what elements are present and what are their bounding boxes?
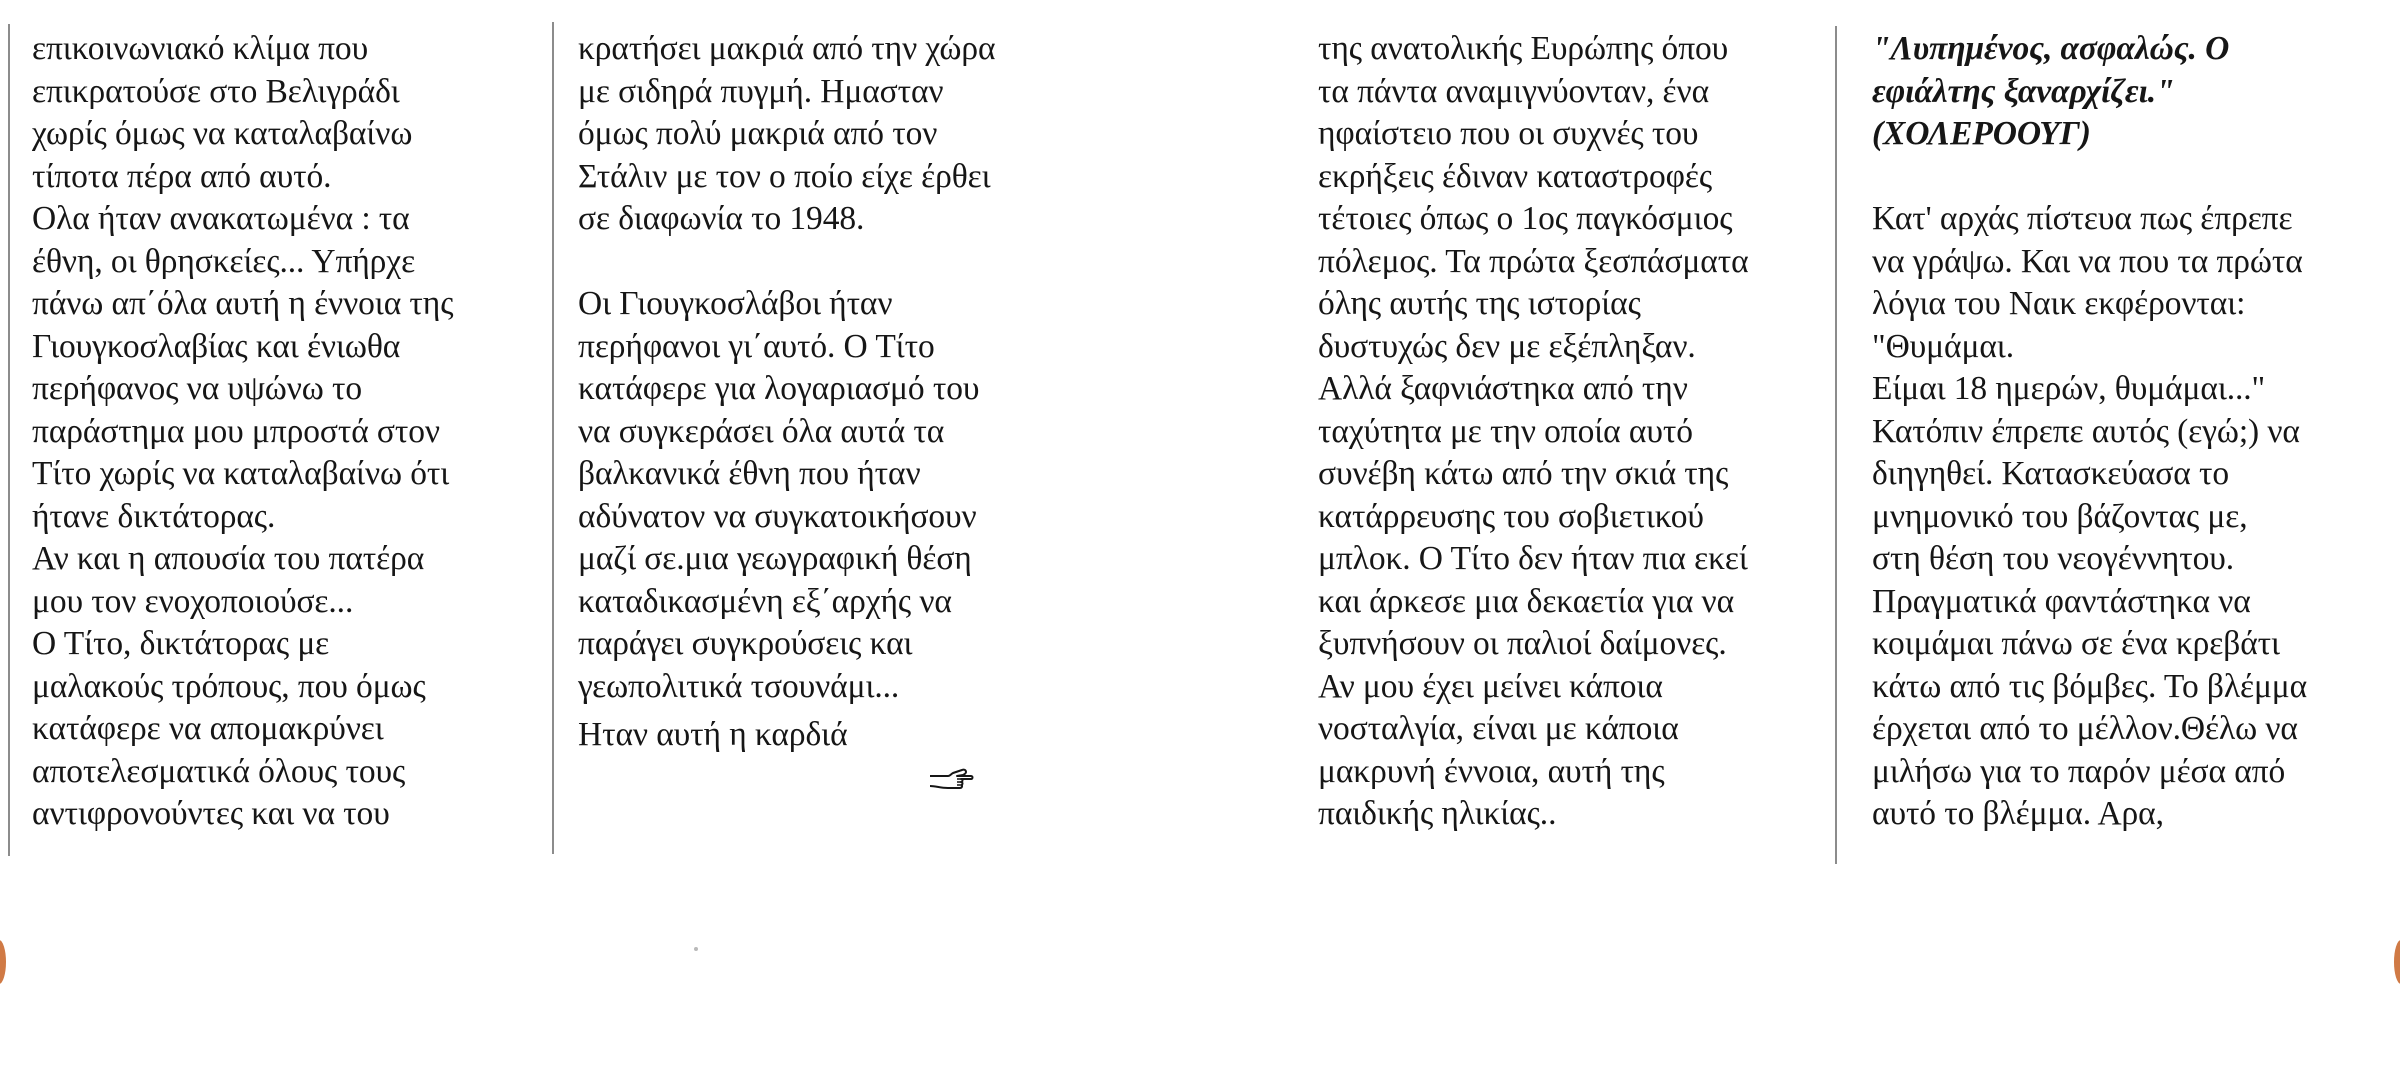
text-line: αποτελεσματικά όλους τους <box>32 752 406 790</box>
text-line: συνέβη κάτω από την σκιά της <box>1318 455 1729 492</box>
text-line: κατάφερε να απομακρύνει <box>32 710 384 747</box>
column-rule-1 <box>552 22 554 854</box>
text-line: δυστυχώς δεν με εξέπληξαν. <box>1318 327 1696 365</box>
text-line: όμως πολύ μακριά από τον <box>578 115 938 152</box>
text-line: να συγκεράσει όλα αυτά τα <box>578 412 945 450</box>
text-line: Κατ' αρχάς πίστευα πως έπρεπε <box>1872 200 2293 237</box>
text-line: τίποτα πέρα από αυτό. <box>32 157 332 195</box>
text-line: "Θυμάμαι. <box>1872 327 2014 365</box>
text-line: Αν και η απουσία του πατέρα <box>32 540 425 577</box>
column-2-part-1 <box>578 28 995 241</box>
text-line: κατάφερε για λογαριασμό του <box>578 370 980 407</box>
column-4-heading <box>1872 28 2307 156</box>
pointing-hand-icon <box>928 764 974 794</box>
text-line: πάνω απ΄όλα αυτή η έννοια της <box>32 285 454 322</box>
text-line: περήφανος να υψώνω το <box>32 370 363 407</box>
text-line: λόγια του Ναικ εκφέρονται: <box>1872 285 2246 322</box>
text-line: ταχύτητα με την οποία αυτό <box>1318 412 1693 450</box>
right-page <box>1200 0 2400 1084</box>
text-line: Είμαι 18 ημερών, θυμάμαι..." <box>1872 370 2266 407</box>
text-line: μαζί σε.μια γεωγραφική θέση <box>578 540 972 577</box>
text-line: Πραγματικά φαντάστηκα να <box>1872 582 2251 620</box>
text-line: μαλακούς τρόπους, που όμως <box>32 667 426 705</box>
column-2 <box>578 28 995 757</box>
text-line: παράστημα μου μπροστά στον <box>32 412 440 450</box>
text-line: χωρίς όμως να καταλαβαίνω <box>32 115 413 152</box>
heading-line: εφιάλτης ξαναρχίζει." <box>1872 72 2175 110</box>
text-line: παράγει συγκρούσεις και <box>578 625 913 662</box>
text-line: επικοινωνιακό κλίμα που <box>32 30 369 67</box>
text-line: μακρυνή έννοια, αυτή της <box>1318 752 1665 790</box>
text-line: εκρήξεις έδιναν καταστροφές <box>1318 157 1713 195</box>
text-line: ηφαίστειο που οι συχνές του <box>1318 115 1699 152</box>
column-rule-left-edge <box>8 24 10 856</box>
column-4-body <box>1872 198 2307 836</box>
text-line: παιδικής ηλικίας.. <box>1318 795 1557 832</box>
text-line: Ο Τίτο, δικτάτορας με <box>32 625 330 662</box>
paper-speck <box>694 947 698 951</box>
text-line: ξυπνήσουν οι παλιοί δαίμονες. <box>1318 625 1727 662</box>
text-line: διηγηθεί. Κατασκεύασα το <box>1872 455 2229 492</box>
text-line: καταδικασμένη εξ΄αρχής να <box>578 582 952 620</box>
column-2-last-line: Ηταν αυτή η καρδιά <box>578 716 848 753</box>
text-line: πόλεμος. Τα πρώτα ξεσπάσματα <box>1318 242 1749 280</box>
column-3 <box>1318 28 1749 836</box>
text-line: έρχεται από το μέλλον.Θέλω να <box>1872 710 2298 747</box>
text-line: Ολα ήταν ανακατωμένα : τα <box>32 200 410 237</box>
text-line: με σιδηρά πυγμή. Ημασταν <box>578 72 944 110</box>
column-2-part-2 <box>578 283 995 708</box>
column-4 <box>1872 28 2307 836</box>
text-line: Αν μου έχει μείνει κάποια <box>1318 667 1663 705</box>
text-line: τέτοιες όπως ο 1ος παγκόσμιος <box>1318 200 1733 237</box>
text-line: ήτανε δικτάτορας. <box>32 497 276 535</box>
text-line: βαλκανικά έθνη που ήταν <box>578 455 921 492</box>
page-edge-mark-left <box>0 940 6 984</box>
text-line: Κατόπιν έπρεπε αυτός (εγώ;) να <box>1872 412 2300 450</box>
text-line: Τίτο χωρίς να καταλαβαίνω ότι <box>32 455 450 492</box>
paragraph-gap <box>1872 156 2307 199</box>
column-rule-2 <box>1835 26 1837 864</box>
text-line: αυτό το βλέμμα. Αρα, <box>1872 795 2164 832</box>
paragraph-gap <box>578 241 995 284</box>
text-line: να γράψω. Και να που τα πρώτα <box>1872 242 2303 280</box>
text-line: γεωπολιτικά τσουνάμι... <box>578 667 900 705</box>
column-1 <box>32 28 453 836</box>
text-line: νοσταλγία, είναι με κάποια <box>1318 710 1679 747</box>
text-line: μνημονικό του βάζοντας με, <box>1872 497 2248 535</box>
text-line: κοιμάμαι πάνω σε ένα κρεβάτι <box>1872 625 2280 662</box>
text-line: αντιφρονούντες και να του <box>32 795 390 832</box>
text-line: όλης αυτής της ιστορίας <box>1318 285 1641 322</box>
text-line: αδύνατον να συγκατοικήσουν <box>578 497 977 535</box>
text-line: έθνη, οι θρησκείες... Υπήρχε <box>32 242 416 280</box>
text-line: επικρατούσε στο Βελιγράδι <box>32 72 400 110</box>
text-line: και άρκεσε μια δεκαετία για να <box>1318 582 1735 620</box>
text-line: Στάλιν με τον ο ποίο είχε έρθει <box>578 157 991 195</box>
text-line: της ανατολικής Ευρώπης όπου <box>1318 30 1729 67</box>
heading-line: "Λυπημένος, ασφαλώς. Ο <box>1872 30 2230 67</box>
page-edge-mark-right <box>2394 940 2400 984</box>
text-line: μπλοκ. Ο Τίτο δεν ήταν πια εκεί <box>1318 540 1748 577</box>
text-line: Αλλά ξαφνιάστηκα από την <box>1318 370 1688 407</box>
text-line: Οι Γιουγκοσλάβοι ήταν <box>578 285 893 322</box>
text-line: περήφανοι γι΄αυτό. Ο Τίτο <box>578 327 935 365</box>
text-line: κρατήσει μακριά από την χώρα <box>578 30 996 67</box>
text-line: μου τον ενοχοποιούσε... <box>32 582 354 620</box>
text-line: σε διαφωνία το 1948. <box>578 200 865 237</box>
text-line: μιλήσω για το παρόν μέσα από <box>1872 752 2286 790</box>
text-line: τα πάντα αναμιγνύονταν, ένα <box>1318 72 1710 110</box>
text-line: Γιουγκοσλαβίας και ένιωθα <box>32 327 401 365</box>
text-line: στη θέση του νεογέννητου. <box>1872 540 2234 577</box>
heading-line: (ΧΟΛΕΡΟΟΥΓ) <box>1872 115 2091 152</box>
text-line: κατάρρευσης του σοβιετικού <box>1318 497 1704 535</box>
text-line: κάτω από τις βόμβες. Το βλέμμα <box>1872 667 2308 705</box>
